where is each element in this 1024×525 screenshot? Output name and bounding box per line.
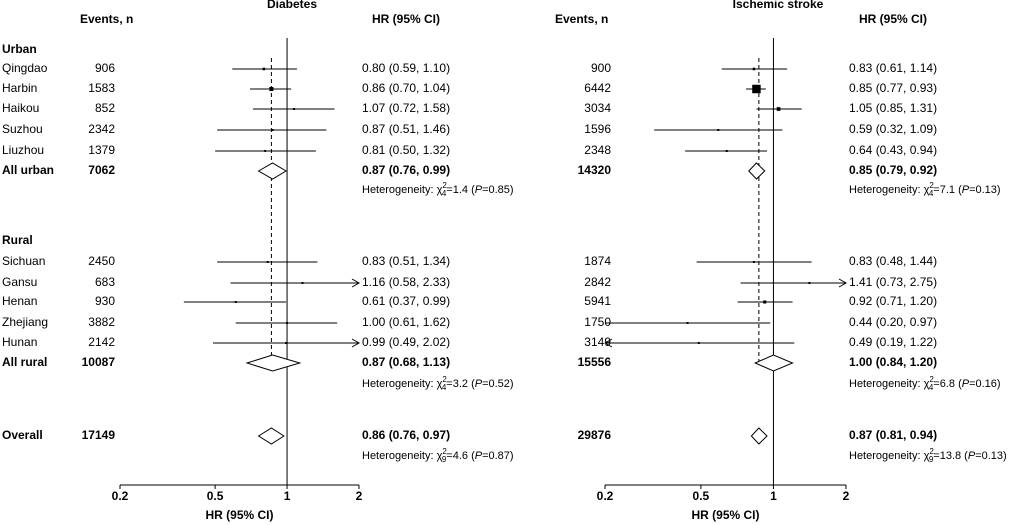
heterogeneity-part: =0.87): [482, 449, 514, 462]
heterogeneity-part: 2: [442, 447, 447, 457]
point-estimate-square: [286, 322, 288, 324]
hr-value: 1.41 (0.73, 2.75): [849, 275, 938, 290]
summary-diamond: [751, 428, 767, 444]
events-value: 906: [94, 61, 115, 76]
point-estimate-square: [269, 87, 273, 91]
point-estimate-square: [717, 129, 719, 131]
events-value: 683: [94, 275, 115, 290]
heterogeneity-part: P: [474, 377, 483, 390]
hr-value: 0.99 (0.49, 2.02): [362, 335, 451, 350]
heterogeneity-part: =3.2 (: [446, 377, 475, 390]
x-tick-label: 0.5: [206, 489, 224, 504]
events-value: 6442: [584, 81, 611, 96]
heterogeneity-part: 4: [441, 383, 447, 393]
x-tick-label: 0.5: [692, 489, 710, 504]
hr-value: 1.05 (0.85, 1.31): [849, 101, 938, 116]
row-label: Hunan: [2, 335, 38, 350]
row-label: Sichuan: [2, 254, 46, 269]
point-estimate-square: [808, 282, 810, 284]
hr-value: 0.83 (0.48, 1.44): [849, 254, 938, 269]
heterogeneity-part: P: [967, 449, 976, 462]
events-value: 5941: [584, 294, 611, 309]
heterogeneity-part: 2: [929, 375, 934, 385]
hr-value: 0.80 (0.59, 1.10): [362, 61, 451, 76]
summary-diamond: [755, 355, 792, 371]
summary-events-value: 14320: [577, 163, 611, 178]
point-estimate-square: [264, 150, 266, 152]
heterogeneity-part: Heterogeneity:: [849, 377, 924, 390]
events-value: 1874: [584, 254, 611, 269]
summary-hr-value: 0.85 (0.79, 0.92): [849, 163, 938, 178]
events-value: 2142: [88, 335, 115, 350]
heterogeneity-part: P: [474, 183, 483, 196]
heterogeneity-part: Heterogeneity:: [362, 183, 437, 196]
heterogeneity-part: P: [961, 183, 970, 196]
row-label: Haikou: [2, 101, 40, 116]
x-tick-label: 1: [283, 489, 291, 504]
hr-value: 0.59 (0.32, 1.09): [849, 122, 938, 137]
heterogeneity-part: =6.8 (: [933, 377, 962, 390]
events-value: 3034: [584, 101, 611, 116]
heterogeneity-part: Heterogeneity:: [362, 449, 437, 462]
summary-diamond: [259, 163, 286, 179]
summary-events-value: 7062: [88, 163, 115, 178]
heterogeneity-text: [362, 447, 514, 464]
events-value: 2348: [584, 143, 611, 158]
hr-value: 0.64 (0.43, 0.94): [849, 143, 938, 158]
x-tick-label: 0.2: [596, 489, 614, 504]
hr-column-header: HR (95% CI): [859, 12, 928, 27]
heterogeneity-part: =4.6 (: [446, 449, 475, 462]
events-value: 2342: [88, 122, 115, 137]
heterogeneity-part: =0.13): [969, 183, 1001, 196]
events-value: 2842: [584, 275, 611, 290]
heterogeneity-part: =13.8 (: [933, 449, 968, 462]
heterogeneity-part: χ: [436, 183, 443, 196]
events-value: 1583: [88, 81, 115, 96]
group-header-urban: Urban: [2, 42, 37, 57]
heterogeneity-part: 4: [441, 189, 447, 199]
point-estimate-square: [267, 261, 269, 263]
row-label: Harbin: [2, 81, 38, 96]
point-estimate-square: [235, 301, 237, 303]
heterogeneity-text: [849, 447, 1007, 464]
heterogeneity-part: =0.16): [969, 377, 1001, 390]
hr-value: 0.85 (0.77, 0.93): [849, 81, 938, 96]
summary-hr-value: 0.87 (0.76, 0.99): [362, 163, 451, 178]
heterogeneity-part: =1.4 (: [446, 183, 475, 196]
heterogeneity-part: =7.1 (: [933, 183, 962, 196]
hr-value: 0.83 (0.61, 1.14): [849, 61, 938, 76]
overall-hr-value: 0.87 (0.81, 0.94): [849, 428, 938, 443]
hr-value: 0.92 (0.71, 1.20): [849, 294, 938, 309]
hr-value: 0.87 (0.51, 1.46): [362, 122, 451, 137]
hr-value: 1.16 (0.58, 2.33): [362, 275, 451, 290]
hr-value: 0.44 (0.20, 0.97): [849, 315, 938, 330]
row-label: Henan: [2, 294, 38, 309]
heterogeneity-part: χ: [436, 377, 443, 390]
summary-diamond: [749, 163, 765, 179]
x-axis-label: HR (95% CI): [205, 508, 274, 523]
summary-label-urban: All urban: [2, 163, 55, 178]
row-label: Zhejiang: [2, 315, 49, 330]
overall-events-value: 17149: [81, 428, 115, 443]
point-estimate-square: [301, 282, 303, 284]
point-estimate-square: [272, 129, 274, 131]
heterogeneity-part: 4: [928, 189, 934, 199]
heterogeneity-part: 9: [928, 455, 934, 465]
point-estimate-square: [263, 68, 266, 71]
row-label: Liuzhou: [2, 143, 45, 158]
summary-hr-value: 0.87 (0.68, 1.13): [362, 355, 451, 370]
hr-value: 0.49 (0.19, 1.22): [849, 335, 938, 350]
point-estimate-square: [763, 300, 766, 303]
heterogeneity-part: χ: [436, 449, 443, 462]
heterogeneity-part: Heterogeneity:: [849, 183, 924, 196]
overall-hr-value: 0.86 (0.76, 0.97): [362, 428, 451, 443]
point-estimate-square: [285, 342, 287, 344]
hr-value: 0.83 (0.51, 1.34): [362, 254, 451, 269]
row-label: Qingdao: [2, 61, 48, 76]
heterogeneity-text: [849, 181, 1001, 198]
heterogeneity-text: [362, 181, 514, 198]
events-column-header: Events, n: [80, 12, 134, 27]
heterogeneity-part: Heterogeneity:: [362, 377, 437, 390]
heterogeneity-part: P: [474, 449, 483, 462]
x-axis-label: HR (95% CI): [691, 508, 760, 523]
events-value: 930: [94, 294, 115, 309]
heterogeneity-part: P: [961, 377, 970, 390]
heterogeneity-part: 2: [442, 375, 447, 385]
panel-title: Ischemic stroke: [732, 0, 824, 12]
heterogeneity-part: Heterogeneity:: [849, 449, 924, 462]
heterogeneity-part: 9: [441, 455, 447, 465]
heterogeneity-part: 4: [928, 383, 934, 393]
group-header-rural: Rural: [2, 233, 33, 248]
x-tick-label: 2: [355, 489, 363, 504]
summary-label-rural: All rural: [2, 355, 48, 370]
heterogeneity-part: =0.85): [482, 183, 514, 196]
heterogeneity-text: [362, 375, 514, 392]
overall-label: Overall: [2, 428, 43, 443]
hr-value: 0.81 (0.50, 1.32): [362, 143, 451, 158]
events-value: 1750: [584, 315, 611, 330]
overall-events-value: 29876: [577, 428, 611, 443]
summary-hr-value: 1.00 (0.84, 1.20): [849, 355, 938, 370]
point-estimate-square: [698, 342, 700, 344]
point-estimate-square: [687, 322, 689, 324]
heterogeneity-part: 2: [929, 447, 934, 457]
events-column-header: Events, n: [555, 12, 609, 27]
point-estimate-square: [726, 150, 728, 152]
hr-value: 1.07 (0.72, 1.58): [362, 101, 451, 116]
events-value: 1379: [88, 143, 115, 158]
point-estimate-square: [753, 68, 756, 71]
summary-events-value: 10087: [81, 355, 115, 370]
heterogeneity-text: [849, 375, 1001, 392]
hr-value: 0.86 (0.70, 1.04): [362, 81, 451, 96]
events-value: 2450: [88, 254, 115, 269]
summary-diamond: [259, 428, 284, 444]
x-tick-label: 1: [770, 489, 777, 504]
row-label: Gansu: [2, 275, 38, 290]
heterogeneity-part: =0.52): [482, 377, 514, 390]
events-value: 1596: [584, 122, 611, 137]
heterogeneity-part: =0.13): [975, 449, 1007, 462]
heterogeneity-part: χ: [923, 449, 930, 462]
hr-value: 1.00 (0.61, 1.62): [362, 315, 451, 330]
heterogeneity-part: χ: [923, 183, 930, 196]
events-value: 852: [94, 101, 115, 116]
heterogeneity-part: 2: [442, 181, 447, 191]
hr-value: 0.61 (0.37, 0.99): [362, 294, 451, 309]
x-tick-label: 2: [842, 489, 850, 504]
point-estimate-square: [293, 108, 295, 110]
events-value: 3149: [584, 335, 611, 350]
hr-column-header: HR (95% CI): [372, 12, 441, 27]
summary-events-value: 15556: [577, 355, 611, 370]
point-estimate-square: [777, 107, 781, 111]
point-estimate-square: [753, 261, 755, 263]
row-label: Suzhou: [2, 122, 43, 137]
point-estimate-square: [752, 85, 760, 93]
summary-diamond: [247, 355, 300, 371]
heterogeneity-part: 2: [929, 181, 934, 191]
events-value: 900: [590, 61, 611, 76]
x-tick-label: 0.2: [111, 489, 129, 504]
heterogeneity-part: χ: [923, 377, 930, 390]
events-value: 3882: [88, 315, 115, 330]
panel-title: Diabetes: [266, 0, 318, 12]
